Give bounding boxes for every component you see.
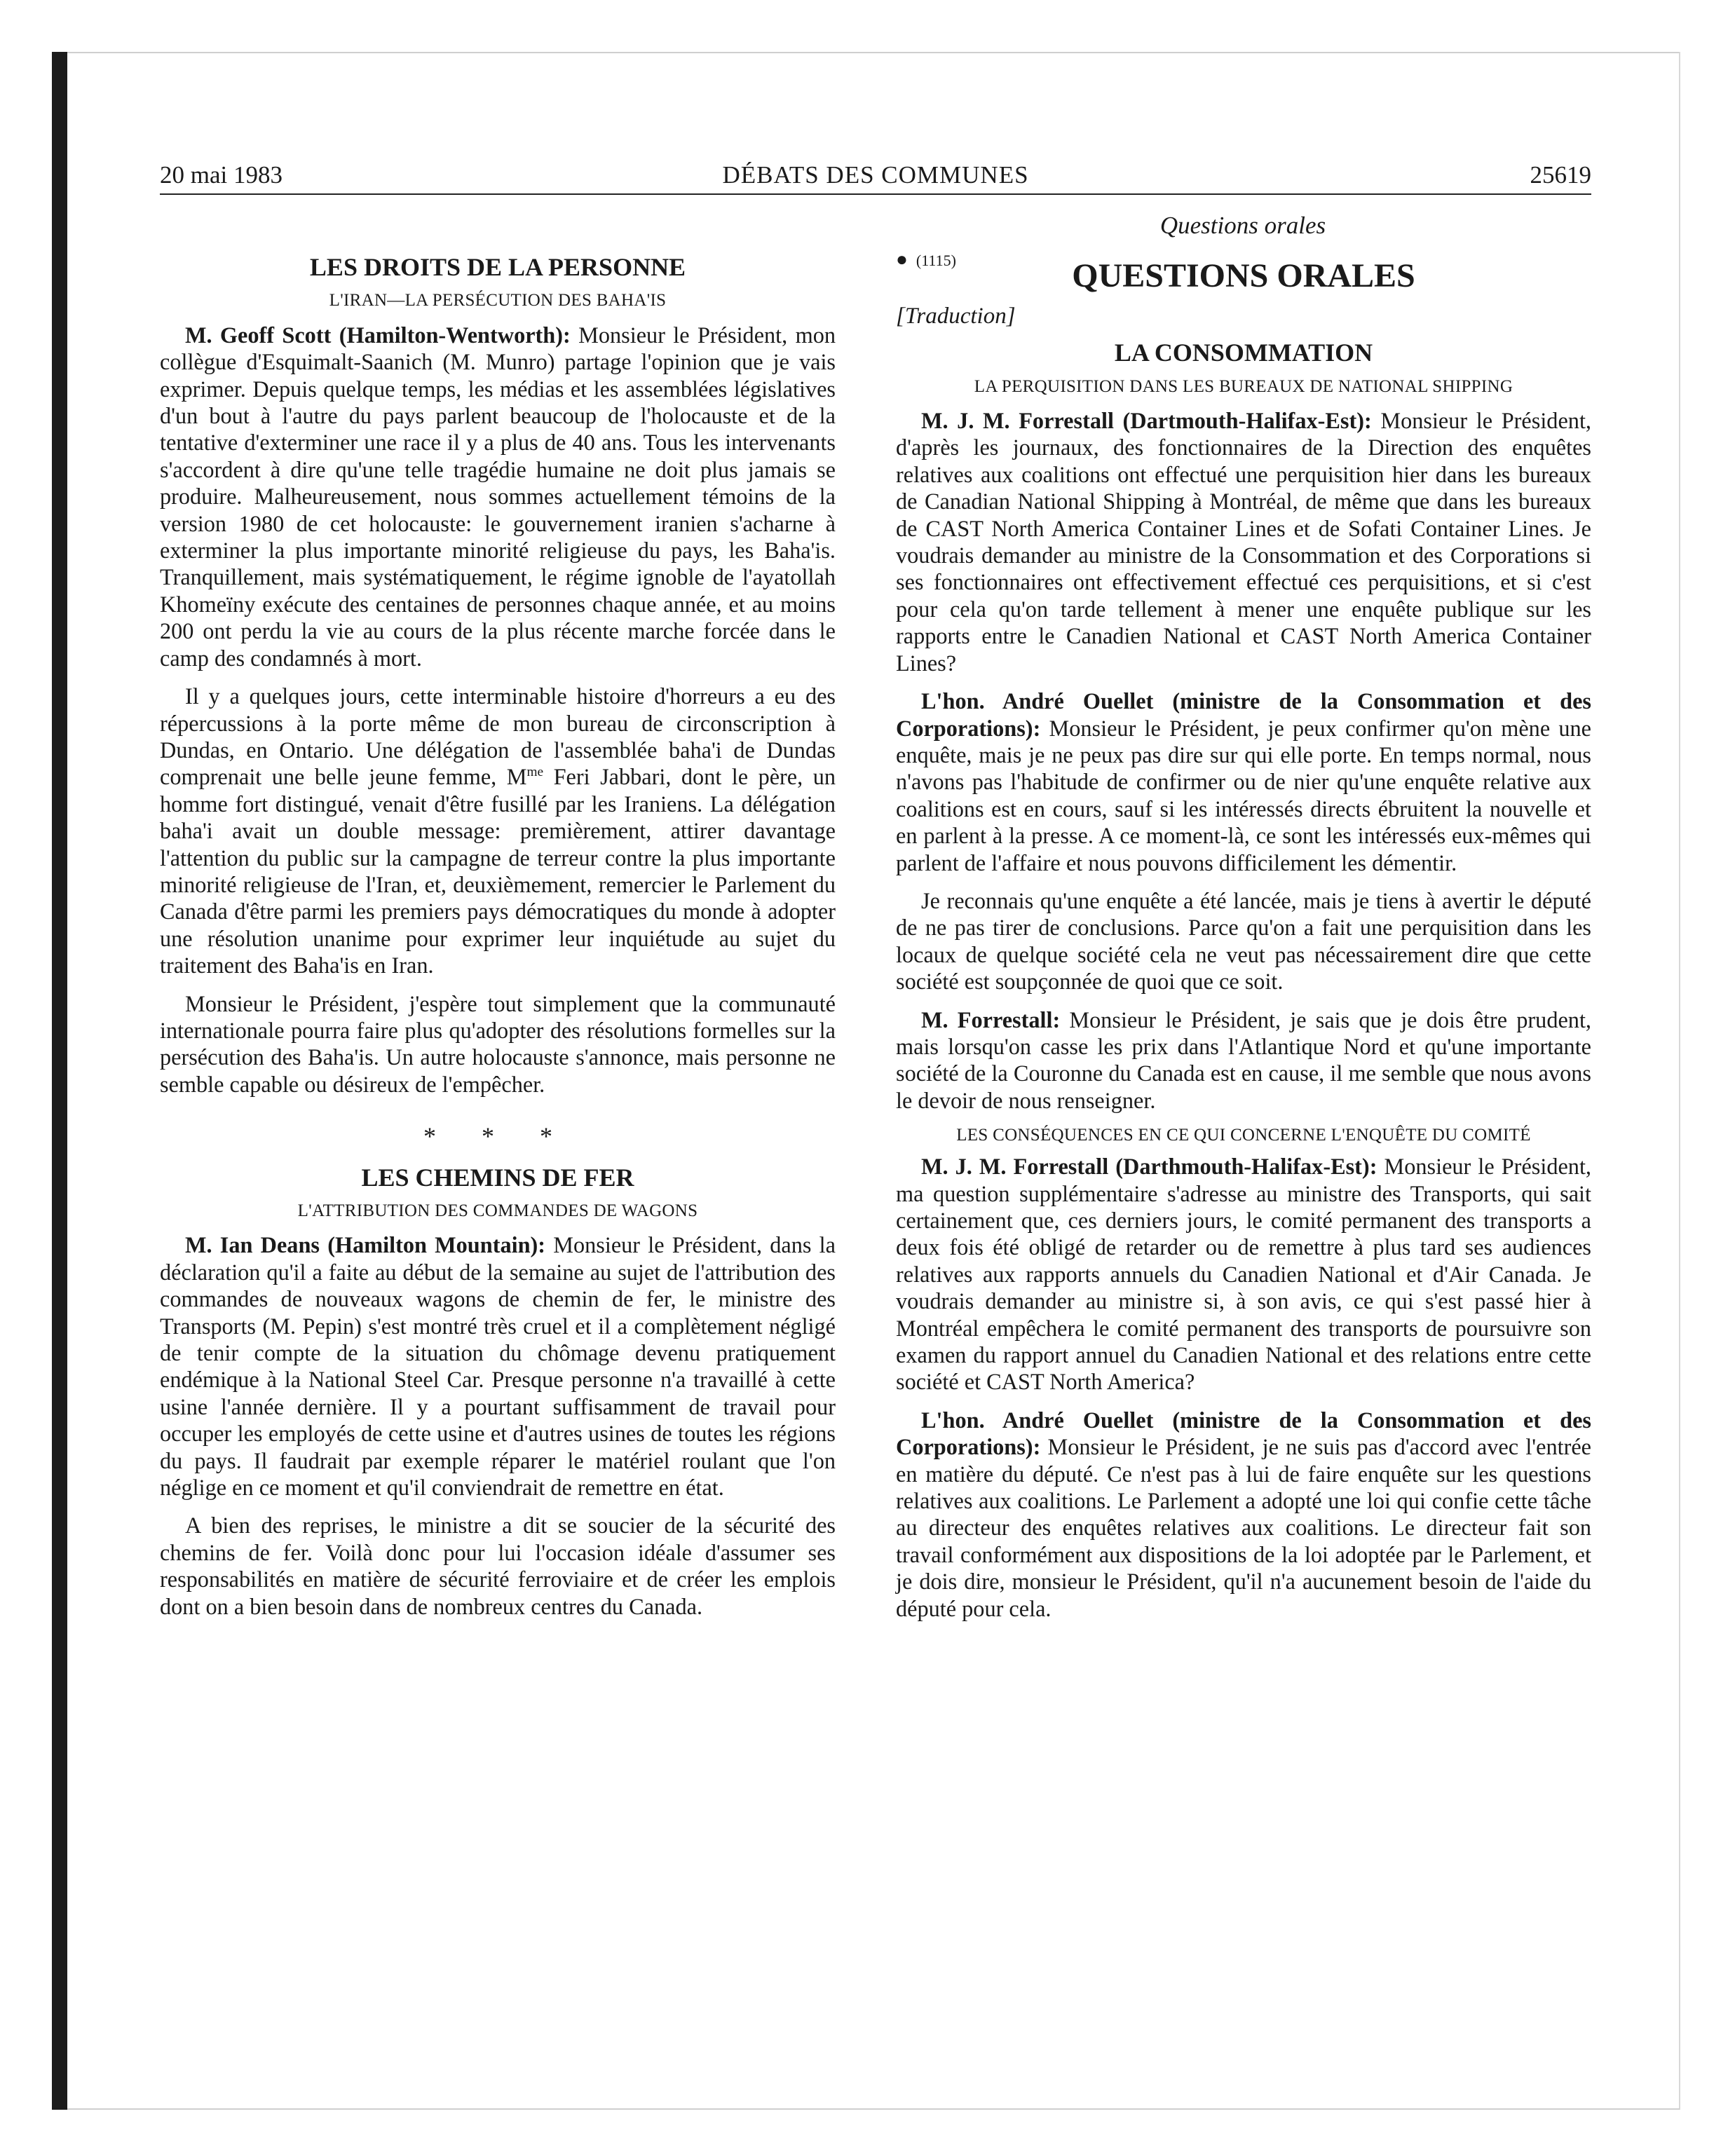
page-header <box>160 158 1591 195</box>
paragraph-text: Monsieur le Président, je sais que je dois être prudent, mais lorsqu'on casse les prix dans l'Atlantique Nord et qu'une importante société de la Couronne du Canada est en cause, il me semble que nous avons le devoir de nous renseigner. <box>896 1007 1592 1113</box>
paragraph-ouellet-3 <box>896 1407 1591 1622</box>
paragraph-text: Monsieur le Président, mon collègue d'Esquimalt-Saanich (M. Munro) partage l'opinion que je vais exprimer. Depuis quelque temps, les médias et les assemblées législatives d'un bout à l'autre du pays parlent beaucoup de l'holocauste et de la tentative d'exterminer une race il y a plus de 40 ans. Tous les intervenants s'accordent à dire qu'une telle tragédie humaine ne doit plus jamais se produire. Malheureusement, nous sommes actuellement témoins de la version 1980 de cet holocauste: le gouvernement iranien s'acharne à exterminer la plus importante minorité religieuse du pays, les Baha'is. Tranquillement, mais systématiquement, le régime ignoble de l'ayatollah Khomeïny exécute des centaines de personnes chaque année, et au moins 200 ont perdu la vie au cours de la plus récente marche forcée dans le camp des condamnés à mort. <box>160 322 836 671</box>
paragraph-ouellet-2 <box>896 887 1591 995</box>
paragraph-text: Il y a quelques jours, cette interminable histoire d'horreurs a eu des répercussions à la porte même de mon bureau de circonscription à Dundas, en Ontario. Une délégation de l'assemblée baha'i de Dundas comprenait une belle jeune femme, M <box>160 683 836 790</box>
paragraph-text: Monsieur le Président, d'après les journaux, des fonctionnaires de la Direction des enquêtes relatives aux coalitions ont effectué une perquisition hier dans les bureaux de Canadian National Shipping à Montréal, de même que dans les bureaux de CAST North America Container Lines et de Sofati Container Lines. Je voudrais demander au ministre de la Consommation et des Corporations si ses fonctionnaires ont effectivement effectué ces perquisitions, et si c'est pour cela qu'on tarde tellement à mener une enquête publique sur les rapports entre le Canadien National et CAST North America Container Lines? <box>896 408 1591 676</box>
paragraph-text: Je reconnais qu'une enquête a été lancée, mais je tiens à avertir le député de ne pas tirer de conclusions. Parce qu'on a fait une perquisition dans les locaux de quelque société cela ne veut pas nécessairement dire que cette société est soupçonnée de quoi que ce soit. <box>896 887 1591 995</box>
paragraph-text: Feri Jabbari, dont le père, un homme fort distingué, venait d'être fusillé par les Iraniens. La délégation baha'i avait un double message: premièrement, attirer davantage l'attention du public sur la campagne de terreur contre la plus importante minorité religieuse de l'Iran, et, deuxièmement, remercier le Parlement du Canada d'être parmi les premiers pays démocratiques du monde à adopter une résolution unanime pour exprimer leur inquiétude au sujet du traitement des Baha'is en Iran. <box>160 764 836 978</box>
paragraph-text: A bien des reprises, le ministre a dit se soucier de la sécurité des chemins de fer. Voilà donc pour lui l'occasion idéale d'assumer ses responsabilités en matière de sécurité ferroviaire et de créer les emplois dont on a bien besoin dans de nombreux centres du Canada. <box>160 1513 836 1619</box>
paragraph-ouellet-1 <box>896 688 1591 876</box>
paragraph-text: Monsieur le Président, je ne suis pas d'accord avec l'entrée en matière du député. Ce n'est pas à lui de faire enquête sur les questions relatives aux coalitions. Le Parlement a adopté une loi qui confie cette tâche au directeur des enquêtes relatives aux coalitions. Le directeur fait son travail conformément aux dispositions de la loi adoptée par le Parlement, et je dois dire, monsieur le Président, qu'il n'a aucunement besoin de l'aide du député pour cela. <box>896 1434 1591 1621</box>
subheading-consequences: LES CONSÉQUENCES EN CE QUI CONCERNE L'ENQUÊTE DU COMITÉ <box>956 1126 1531 1145</box>
left-column <box>160 247 836 1631</box>
speaker-name: M. Forrestall: <box>921 1007 1061 1032</box>
subheading-iran: L'IRAN—LA PERSÉCUTION DES BAHA'IS <box>329 291 667 311</box>
paragraph-securite <box>160 1512 836 1620</box>
speaker-name: M. Ian Deans (Hamilton Mountain): <box>185 1232 546 1258</box>
paragraph-text: Monsieur le Président, dans la déclaration qu'il a faite au début de la semaine au sujet de l'attribution des commandes de nouveaux wagons de chemin de fer, le ministre des Transports (M. Pepin) s'est montré très cruel et il a complètement négligé de tenir compte de la situation du chômage devenu pratiquement endémique à la National Steel Car. Presque personne n'a travaillé à cette usine l'année dernière. Il y a pourtant suffisamment de travail pour occuper les employés de cette usine et d'autres usines de toutes les régions du pays. Il faudrait par exemple réparer le matériel roulant que l'on néglige en ce moment et qu'il conviendrait de remettre en état. <box>160 1232 836 1501</box>
scan-edge-bar <box>52 52 67 2110</box>
heading-chemins-de-fer: LES CHEMINS DE FER <box>361 1163 634 1192</box>
subheading-wagons: L'ATTRIBUTION DES COMMANDES DE WAGONS <box>297 1201 698 1220</box>
speaker-name: M. Geoff Scott (Hamilton-Wentworth): <box>185 322 571 348</box>
paragraph-deans <box>160 1231 836 1501</box>
heading-consommation: LA CONSOMMATION <box>1114 339 1373 367</box>
paragraph-forrestall-1 <box>896 407 1591 676</box>
paragraph-forrestall-3 <box>896 1153 1591 1396</box>
speaker-name: L'hon. André Ouellet (ministre de la Consommation et des Corporations): <box>896 1407 1591 1460</box>
scan-edge-top <box>67 52 1680 53</box>
header-date: 20 mai 1983 <box>160 161 283 189</box>
subheading-perquisition: LA PERQUISITION DANS LES BUREAUX DE NATIONAL SHIPPING <box>974 376 1513 396</box>
speaker-name: M. J. M. Forrestall (Darthmouth-Halifax-Est): <box>921 1154 1377 1180</box>
right-column <box>896 247 1591 1633</box>
heading-droits-personne: LES DROITS DE LA PERSONNE <box>309 253 686 281</box>
paragraph-text: Monsieur le Président, je peux confirmer qu'on mène une enquête, mais je ne peux pas dire sur qui elle porte. En temps normal, nous n'avons pas l'habitude de confirmer ou de nier qu'une enquête relative aux coalitions est en cours, sauf si les intéressés directs ébruitent la nouvelle et en parlent à la presse. A ce moment-là, ce sont les intéressés eux-mêmes qui parlent de l'affaire et nous pouvons difficilement les démentir. <box>896 715 1591 875</box>
speaker-name: L'hon. André Ouellet (ministre de la Consommation et des Corporations): <box>896 688 1591 741</box>
scan-edge-right <box>1679 52 1680 2110</box>
scan-edge-bottom <box>67 2108 1680 2110</box>
paragraph-text: Monsieur le Président, j'espère tout simplement que la communauté internationale pourra faire plus qu'adopter des résolutions formelles sur la persécution des Baha'is. Un autre holocauste s'annonce, mais personne ne semble capable ou désireux de l'empêcher. <box>160 990 836 1097</box>
bullet-icon: ● <box>896 249 908 271</box>
paragraph-communaute <box>160 990 836 1098</box>
header-title: DÉBATS DES COMMUNES <box>722 161 1029 189</box>
heading-questions-orales: QUESTIONS ORALES <box>1072 257 1415 295</box>
paragraph-scott <box>160 322 836 671</box>
traduction-note: [Traduction] <box>896 303 1016 329</box>
header-page-number: 25619 <box>1530 161 1591 189</box>
paragraph-dundas <box>160 683 836 978</box>
section-label: Questions orales <box>1159 212 1326 239</box>
speaker-name: M. J. M. Forrestall (Dartmouth-Halifax-Est): <box>921 408 1372 434</box>
paragraph-forrestall-2 <box>896 1007 1591 1114</box>
paragraph-text: Monsieur le Président, ma question supplémentaire s'adresse au ministre des Transports, qui sait certainement que, ces derniers jours, le comité permanent des transports a deux fois été obligé de retarder ou de remettre à plus tard ses audiences relatives aux rapports annuels du Canadien National et d'Air Canada. Je voudrais demander au ministre si, à son avis, ce qui s'est passé hier à Montréal empêchera le comité permanent des transports de poursuivre son examen du rapport annuel du Canadien National et des relations entre cette société et CAST North America? <box>896 1154 1591 1395</box>
section-separator: * * * <box>423 1122 572 1151</box>
superscript: me <box>526 765 544 780</box>
time-marker-text: (1115) <box>916 252 956 269</box>
